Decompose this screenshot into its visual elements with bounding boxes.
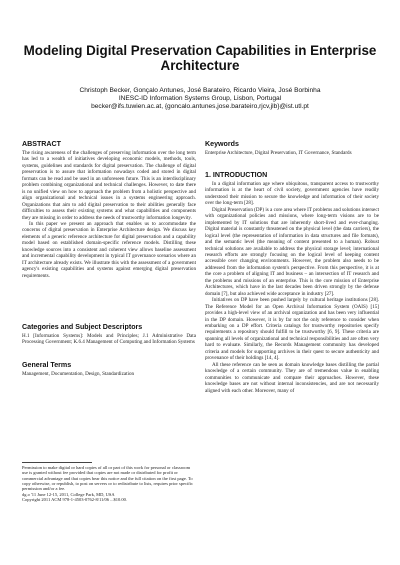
permission-footnote (22, 465, 196, 502)
categories-heading: Categories and Subject Descriptors (22, 323, 143, 331)
general-terms-heading: General Terms (22, 361, 72, 369)
introduction-section (205, 171, 379, 394)
keywords-text: Enterprise Architecture, Digital Preservation, IT Governance, Standards (205, 150, 352, 156)
intro-paragraph-1: In a digital information age where ubiquitous, transparent access to trustworthy information is at the heart of civil society, government agencies have readily understood their mission to secure the knowledge and information of their society over the long-term [28]. (205, 181, 379, 207)
paper-title: Modeling Digital Preservation Capabilities in Enterprise Architecture (23, 43, 377, 73)
categories-text: H.1 [Information Systems]: Models and Principles; J.1 Administrative Data Processing Government; K.6.4 Management of Computing and Information Systems (22, 333, 196, 346)
general-terms-text: Management, Documentation, Design, Standardization (22, 371, 135, 377)
copyright-line: Copyright 2011 ACM 978-1-4503-0762-8/11/06 ...$10.00. (22, 497, 128, 503)
author-names: Christoph Becker, Gonçalo Antunes, José Barateiro, Ricardo Vieira, José Borbinha (79, 87, 321, 94)
author-block (20, 87, 380, 111)
general-terms-section (22, 361, 196, 377)
intro-paragraph-3: Initiatives on DP have been pushed largely by cultural heritage institutions [28]. The Reference Model for an Open Archival Information System (OAIS) [15] provides a high-level view of an archival organization and has been very influential in the DP domain. However, it is by far not the only reference to consider when embarking on a DP effort. Criteria catalogs for trustworthy repositories specify requirements a repository should fulfill to be trustworthy [6, 9]. These criteria are spanning all levels of organizational and technical responsibilities and are often very hard to evaluate. Similarly, the Records Management community has developed criteria and models for supporting archives in their quest to secure authenticity and provenance of their holdings [14, 4]. (205, 297, 379, 362)
intro-paragraph-2: Digital Preservation (DP) is a core area where IT problems and solutions intersect with organizational policies and missions, where long-term visions are to be implemented by IT solutions that are inherently short-lived and ever-changing. Digital material is constantly threatened on the physical level (the data carriers), the logical level (the representation of information in data structures and file formats), and the semantic level (the meaning of content presented to a human). Robust technical solutions are available to address the physical storage level; international research efforts are strongly focusing on the logical level of keeping content accessible over changing environments. However, the problem also needs to be addressed from the information system's perspective. From this perspective, it is at the core a problem of aligning IT and business – an intersection of IT research and the problems and missions of an enterprise. This is the core mission of Enterprise Architectures, which have in the last decades been driven strongly by the defense domain [7], but also achieved wide acceptance in industry [27]. (205, 206, 379, 297)
author-affiliation: INESC-ID Information Systems Group, Lisbon, Portugal (118, 95, 282, 103)
conference-line: dg.o '11 June 12-15, 2011, College Park, MD, USA (22, 491, 115, 497)
categories-section (22, 323, 196, 346)
author-emails: becker@ifs.tuwien.ac.at, {goncalo.antunes,jose.barateiro,rjcv,jlb}@ist.utl.pt (91, 103, 309, 111)
introduction-heading: 1. INTRODUCTION (205, 171, 268, 179)
footnote-rule (22, 462, 92, 463)
keywords-heading: Keywords (205, 140, 239, 148)
abstract-section (22, 140, 196, 279)
permission-text: Permission to make digital or hard copies of all or part of this work for personal or classroom use is granted without fee provided that copies are not made or distributed for profit or commercial advantage and that copies bear this notice and the full citation on the first page. To copy otherwise, or republish, to post on servers or to redistribute to lists, requires prior specific permission and/or a fee. (22, 465, 193, 492)
intro-paragraph-4: All these reference can be seen as domain knowledge bases distilling the partial knowledge of a certain community. They are of tremendous value in enabling communities to communicate and compare their approaches. However, these knowledge bases are not without internal inconsistencies, and are not necessarily aligned with each other. Moreover, many of (205, 361, 379, 394)
abstract-paragraph-2: In this paper we present an approach that enables us to accommodate the concerns of digital preservation in Enterprise Architecture design. We discuss key elements of a generic reference architecture for digital preservation and a capability model based on established domain-specific reference models. Distilling these knowledge sources into a consistent and coherent view allows baseline assessment and incremental capability development in typical IT governance scenarios where an IT architecture already exists. We illustrate this with the assessment of a government agency's existing capabilities and systems against emerging digital preservation requirements. (22, 220, 196, 279)
abstract-paragraph-1: The rising awareness of the challenges of preserving information over the long term has led to a wealth of initiatives developing economic models, methods, tools, systems, guidelines and standards for digital preservation. The challenge of digital preservation is to assure that information nowadays coded and stored in digital formats can be read and be used in an unforeseen future. This is an interdisciplinary problem combining organizational and technical challenges. However, to date there is no unified view on how to approach the problem from a holistic perspective and align organizational and technical issues in a systems engineering approach. Organizations that aim to add digital preservation to their abilities generally face difficulties to assess their existing systems and what capabilities and components they are missing in order to address the needs of trustworthy information longevity. (22, 150, 196, 221)
keywords-section (205, 140, 379, 156)
abstract-heading: ABSTRACT (22, 140, 62, 148)
